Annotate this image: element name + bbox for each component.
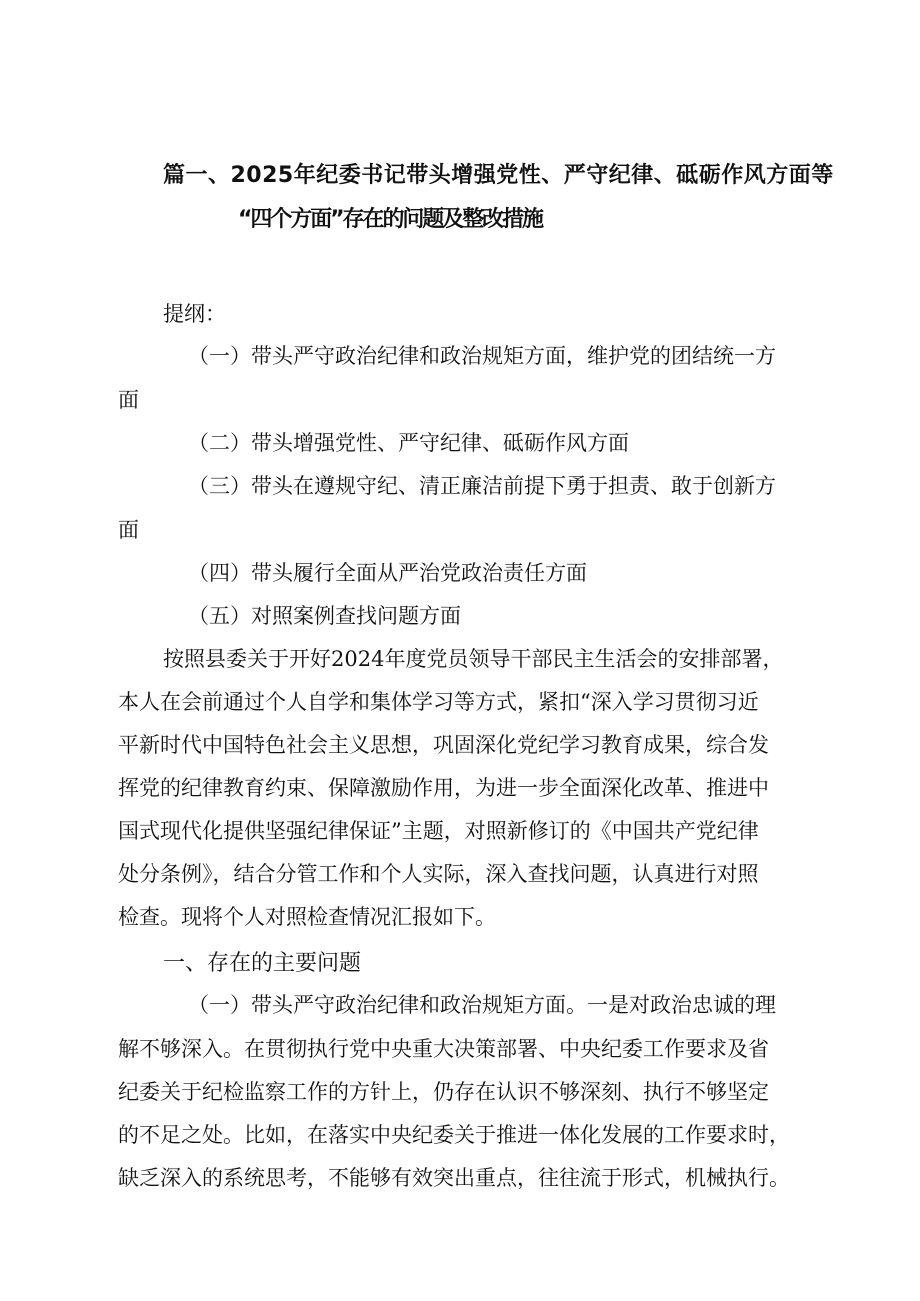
section-body-line-2: 解不够深入。在贯彻执行党中央重大决策部署、中央纪委工作要求及省 — [118, 1037, 769, 1061]
outline-item-3-cont: 面 — [118, 518, 139, 542]
outline-item-5: （五）对照案例查找问题方面 — [188, 604, 461, 628]
outline-item-3: （三）带头在遵规守纪、清正廉洁前提下勇于担责、敢于创新方 — [188, 474, 776, 498]
intro-line-5: 国式现代化提供坚强纪律保证”主题，对照新修订的《中国共产党纪律 — [118, 819, 759, 843]
document-title-line-1: 篇一、2025年纪委书记带头增强党性、严守纪律、砥砺作风方面等 — [163, 163, 834, 188]
intro-line-3: 平新时代中国特色社会主义思想，巩固深化党纪学习教育成果，综合发 — [118, 733, 769, 757]
intro-line-7: 检查。现将个人对照检查情况汇报如下。 — [118, 905, 496, 929]
section-body-line-3: 纪委关于纪检监察工作的方针上，仍存在认识不够深刻、执行不够坚定 — [118, 1080, 769, 1104]
outline-item-2: （二）带头增强党性、严守纪律、砥砺作风方面 — [188, 431, 629, 455]
intro-line-1: 按照县委关于开好2024年度党员领导干部民主生活会的安排部署， — [163, 647, 784, 671]
section-body-line-4: 的不足之处。比如，在落实中央纪委关于推进一体化发展的工作要求时， — [118, 1123, 790, 1147]
intro-line-6: 处分条例》，结合分管工作和个人实际，深入查找问题，认真进行对照 — [118, 862, 759, 886]
intro-line-4: 挥党的纪律教育约束、保障激励作用，为进一步全面深化改革、推进中 — [118, 776, 769, 800]
outline-item-4: （四）带头履行全面从严治党政治责任方面 — [188, 561, 587, 585]
section-heading: 一、存在的主要问题 — [163, 951, 362, 976]
section-body-line-1: （一）带头严守政治纪律和政治规矩方面。一是对政治忠诚的理 — [188, 993, 776, 1017]
document-title-line-2: “四个方面”存在的问题及整改措施 — [238, 207, 542, 232]
outline-item-1-cont: 面 — [118, 388, 139, 412]
section-body-line-5: 缺乏深入的系统思考，不能够有效突出重点，往往流于形式，机械执行。 — [118, 1166, 790, 1190]
intro-line-2: 本人在会前通过个人自学和集体学习等方式，紧扣“深入学习贯彻习近 — [118, 690, 759, 714]
outline-label: 提纲： — [163, 302, 226, 326]
outline-item-1: （一）带头严守政治纪律和政治规矩方面，维护党的团结统一方 — [188, 344, 776, 368]
